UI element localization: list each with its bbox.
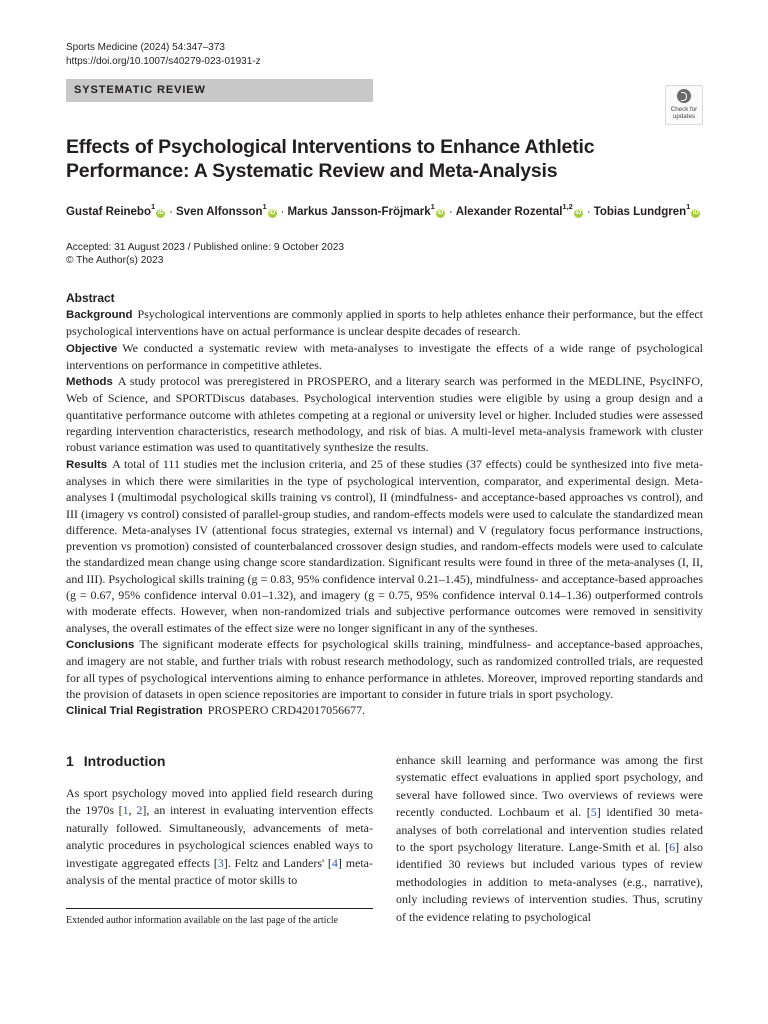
abstract-section-label: Results: [66, 458, 108, 471]
abstract-section-label: Conclusions: [66, 638, 135, 651]
author-name[interactable]: Gustaf Reinebo: [66, 205, 151, 218]
copyright: © The Author(s) 2023: [66, 255, 164, 266]
orcid-icon[interactable]: iD: [157, 209, 164, 216]
author-name[interactable]: Tobias Lundgren: [593, 205, 687, 218]
intro-text: ] also identified 30 reviews but included various types of review methodologies in addition to meta-analyses (e.g., narrative), only including reviews of intervention studies. Thus, scrutiny of the evidence relating to psychological: [396, 840, 703, 924]
abstract-section-label: Objective: [66, 342, 118, 355]
abstract-section-text: PROSPERO CRD42017056677.: [207, 703, 366, 718]
section-title: Introduction: [83, 753, 166, 769]
citation-link[interactable]: 3: [217, 855, 224, 870]
abstract-section: [66, 306, 703, 340]
publication-dates: [66, 241, 344, 267]
abstract-section-text: We conducted a systematic review with meta-analyses to investigate the effects of a wide range of psychological interventions on performance in competitive athletes.: [66, 340, 703, 372]
journal-citation: Sports Medicine (2024) 54:347–373: [66, 42, 225, 53]
citation-link[interactable]: 4: [331, 855, 338, 870]
check-for-updates-line2: updates: [672, 113, 696, 120]
author-separator: ·: [586, 205, 591, 218]
orcid-icon[interactable]: iD: [437, 209, 444, 216]
abstract-section-text: The significant moderate effects for psychological skills training, mindfulness- and acceptance-based approaches, and imagery are not stable, and further trials with robust research methodology, such as randomized controlled trials, are requested for all types of psychological interventions aiming to enhance performance in athletes. Moreover, improved reporting standards and the provision of datasets in open science repositories are important to consider in future trials in sport psychology.: [66, 636, 703, 701]
author-affiliation: 1: [150, 202, 156, 211]
intro-column-right: [396, 752, 703, 926]
abstract-section-label: Clinical Trial Registration: [66, 705, 203, 718]
author-affiliation: 1: [686, 202, 691, 211]
abstract-heading: Abstract: [66, 291, 115, 305]
orcid-icon[interactable]: iD: [575, 209, 582, 216]
footnote-divider: [66, 908, 373, 909]
author-separator: ·: [280, 205, 285, 218]
intro-text: ] identified 30 meta-analyses of both correlational and intervention studies related to the sport psychology literature. Lange-Smith et al. [: [396, 805, 703, 855]
citation-link[interactable]: 1: [122, 803, 129, 818]
abstract-section-text: A total of 111 studies met the inclusion criteria, and 25 of these studies (37 effects) could be synthesized into five meta-analyses in which there were similarities in the type of psychological intervention, comparator, and experimental design. Meta-analyses I (multimodal psychological skills training vs control), II (mindfulness- and acceptance-based approaches vs control), and III (imagery vs control) consisted of parallel-group studies, and random-effects models were used to calculate the standardized mean difference. Meta-analyses IV (attentional focus strategies, external vs internal) and V (regulatory focus performance instructions, prevention vs promotion) consisted of counterbalanced crossover design studies, and random-effects models were used to calculate the standardized mean change using change score standardization. Significant results were found in three of the meta-analyses (I, II, and III). Psychological skills training (g = 0.83, 95% confidence interval 0.21–1.45), mindfulness- and acceptance-based approaches (g = 0.67, 95% confidence interval 0.01–1.32), and imagery (g = 0.75, 95% confidence interval 0.14–1.36) outperformed controls with moderate effects. However, when non-randomized trials and subjective performance outcomes were removed in sensitivity analyses, the overall estimates of the effect size were no longer significant in any of the syntheses.: [66, 456, 703, 635]
intro-text: ,: [128, 803, 137, 818]
section-number: 1: [66, 753, 74, 769]
intro-text: As sport psychology moved into applied field research during the 1970s [: [66, 786, 373, 818]
section-label-bar: [66, 79, 373, 102]
journal-header: [66, 41, 261, 69]
orcid-icon[interactable]: iD: [269, 209, 276, 216]
accepted-published-dates: Accepted: 31 August 2023 / Published online: 9 October 2023: [66, 242, 345, 253]
author-name[interactable]: Sven Alfonsson: [176, 205, 263, 218]
abstract-section: [66, 340, 703, 374]
abstract-section: [66, 702, 703, 719]
orcid-icon[interactable]: iD: [692, 209, 699, 216]
section-label: SYSTEMATIC REVIEW: [74, 84, 206, 96]
citation-link[interactable]: 2: [136, 803, 143, 818]
intro-text: ], an interest in evaluating intervention effects naturally followed. Simultaneously, advancements of meta-analytic procedures in psychological sciences enabled ways to investigate aggregated effects [: [66, 803, 374, 870]
citation-link[interactable]: 6: [669, 840, 676, 855]
check-for-updates-icon: [677, 89, 691, 103]
author-name[interactable]: Markus Jansson-Fröjmark: [287, 205, 431, 218]
author-separator: ·: [169, 205, 173, 218]
author-affiliation: 1,2: [562, 202, 573, 211]
check-for-updates-button[interactable]: [665, 85, 703, 125]
abstract-section: [66, 456, 703, 636]
author-name[interactable]: Alexander Rozental: [455, 205, 563, 218]
intro-text: ] meta-analysis of the mental practice of motor skills to: [66, 855, 374, 888]
abstract-section-label: Methods: [66, 376, 113, 389]
intro-text: enhance skill learning and performance was among the first systematic effect evaluations in applied sport psychology, and several have followed since. Two overviews of reviews were recently conducted. Lochbaum et al. [: [396, 753, 703, 820]
citation-link[interactable]: 5: [590, 805, 597, 820]
doi-link[interactable]: https://doi.org/10.1007/s40279-023-01931-z: [66, 56, 261, 67]
abstract-section-text: Psychological interventions are commonly applied in sports to help athletes enhance their performance, but the effect psychological interventions have on actual performance is unclear despite decades of research.: [66, 307, 703, 339]
abstract-section: [66, 636, 703, 702]
footnote: Extended author information available on the last page of the article: [66, 915, 339, 926]
abstract-body: [66, 306, 703, 719]
intro-text: ]. Feltz and Landers' [: [223, 855, 332, 870]
abstract-section-text: A study protocol was preregistered in PROSPERO, and a literary search was performed in the MEDLINE, PsycINFO, Web of Science, and SPORTDiscus databases. Psychological intervention studies were eligible by using a group design and a quantitative performance outcome with athletes competing at a regional or university level or higher. Included studies were assessed regarding intervention characteristics, research methodology, and risk of bias. A multi-level meta-analysis framework with cluster robust variance estimation was used to quantitatively synthesize the results.: [66, 374, 703, 455]
check-for-updates-line1: Check for: [670, 106, 698, 113]
intro-column-left: [66, 785, 373, 889]
author-separator: ·: [448, 205, 453, 218]
author-affiliation: 1: [430, 202, 435, 211]
author-list: [66, 203, 701, 218]
article-title: Effects of Psychological Interventions to Enhance Athletic Performance: A Systematic Review and Meta-Analysis: [66, 136, 595, 182]
abstract-section: [66, 373, 703, 455]
author-affiliation: 1: [262, 202, 267, 211]
introduction-heading: [66, 753, 165, 769]
abstract-section-label: Background: [66, 309, 133, 321]
